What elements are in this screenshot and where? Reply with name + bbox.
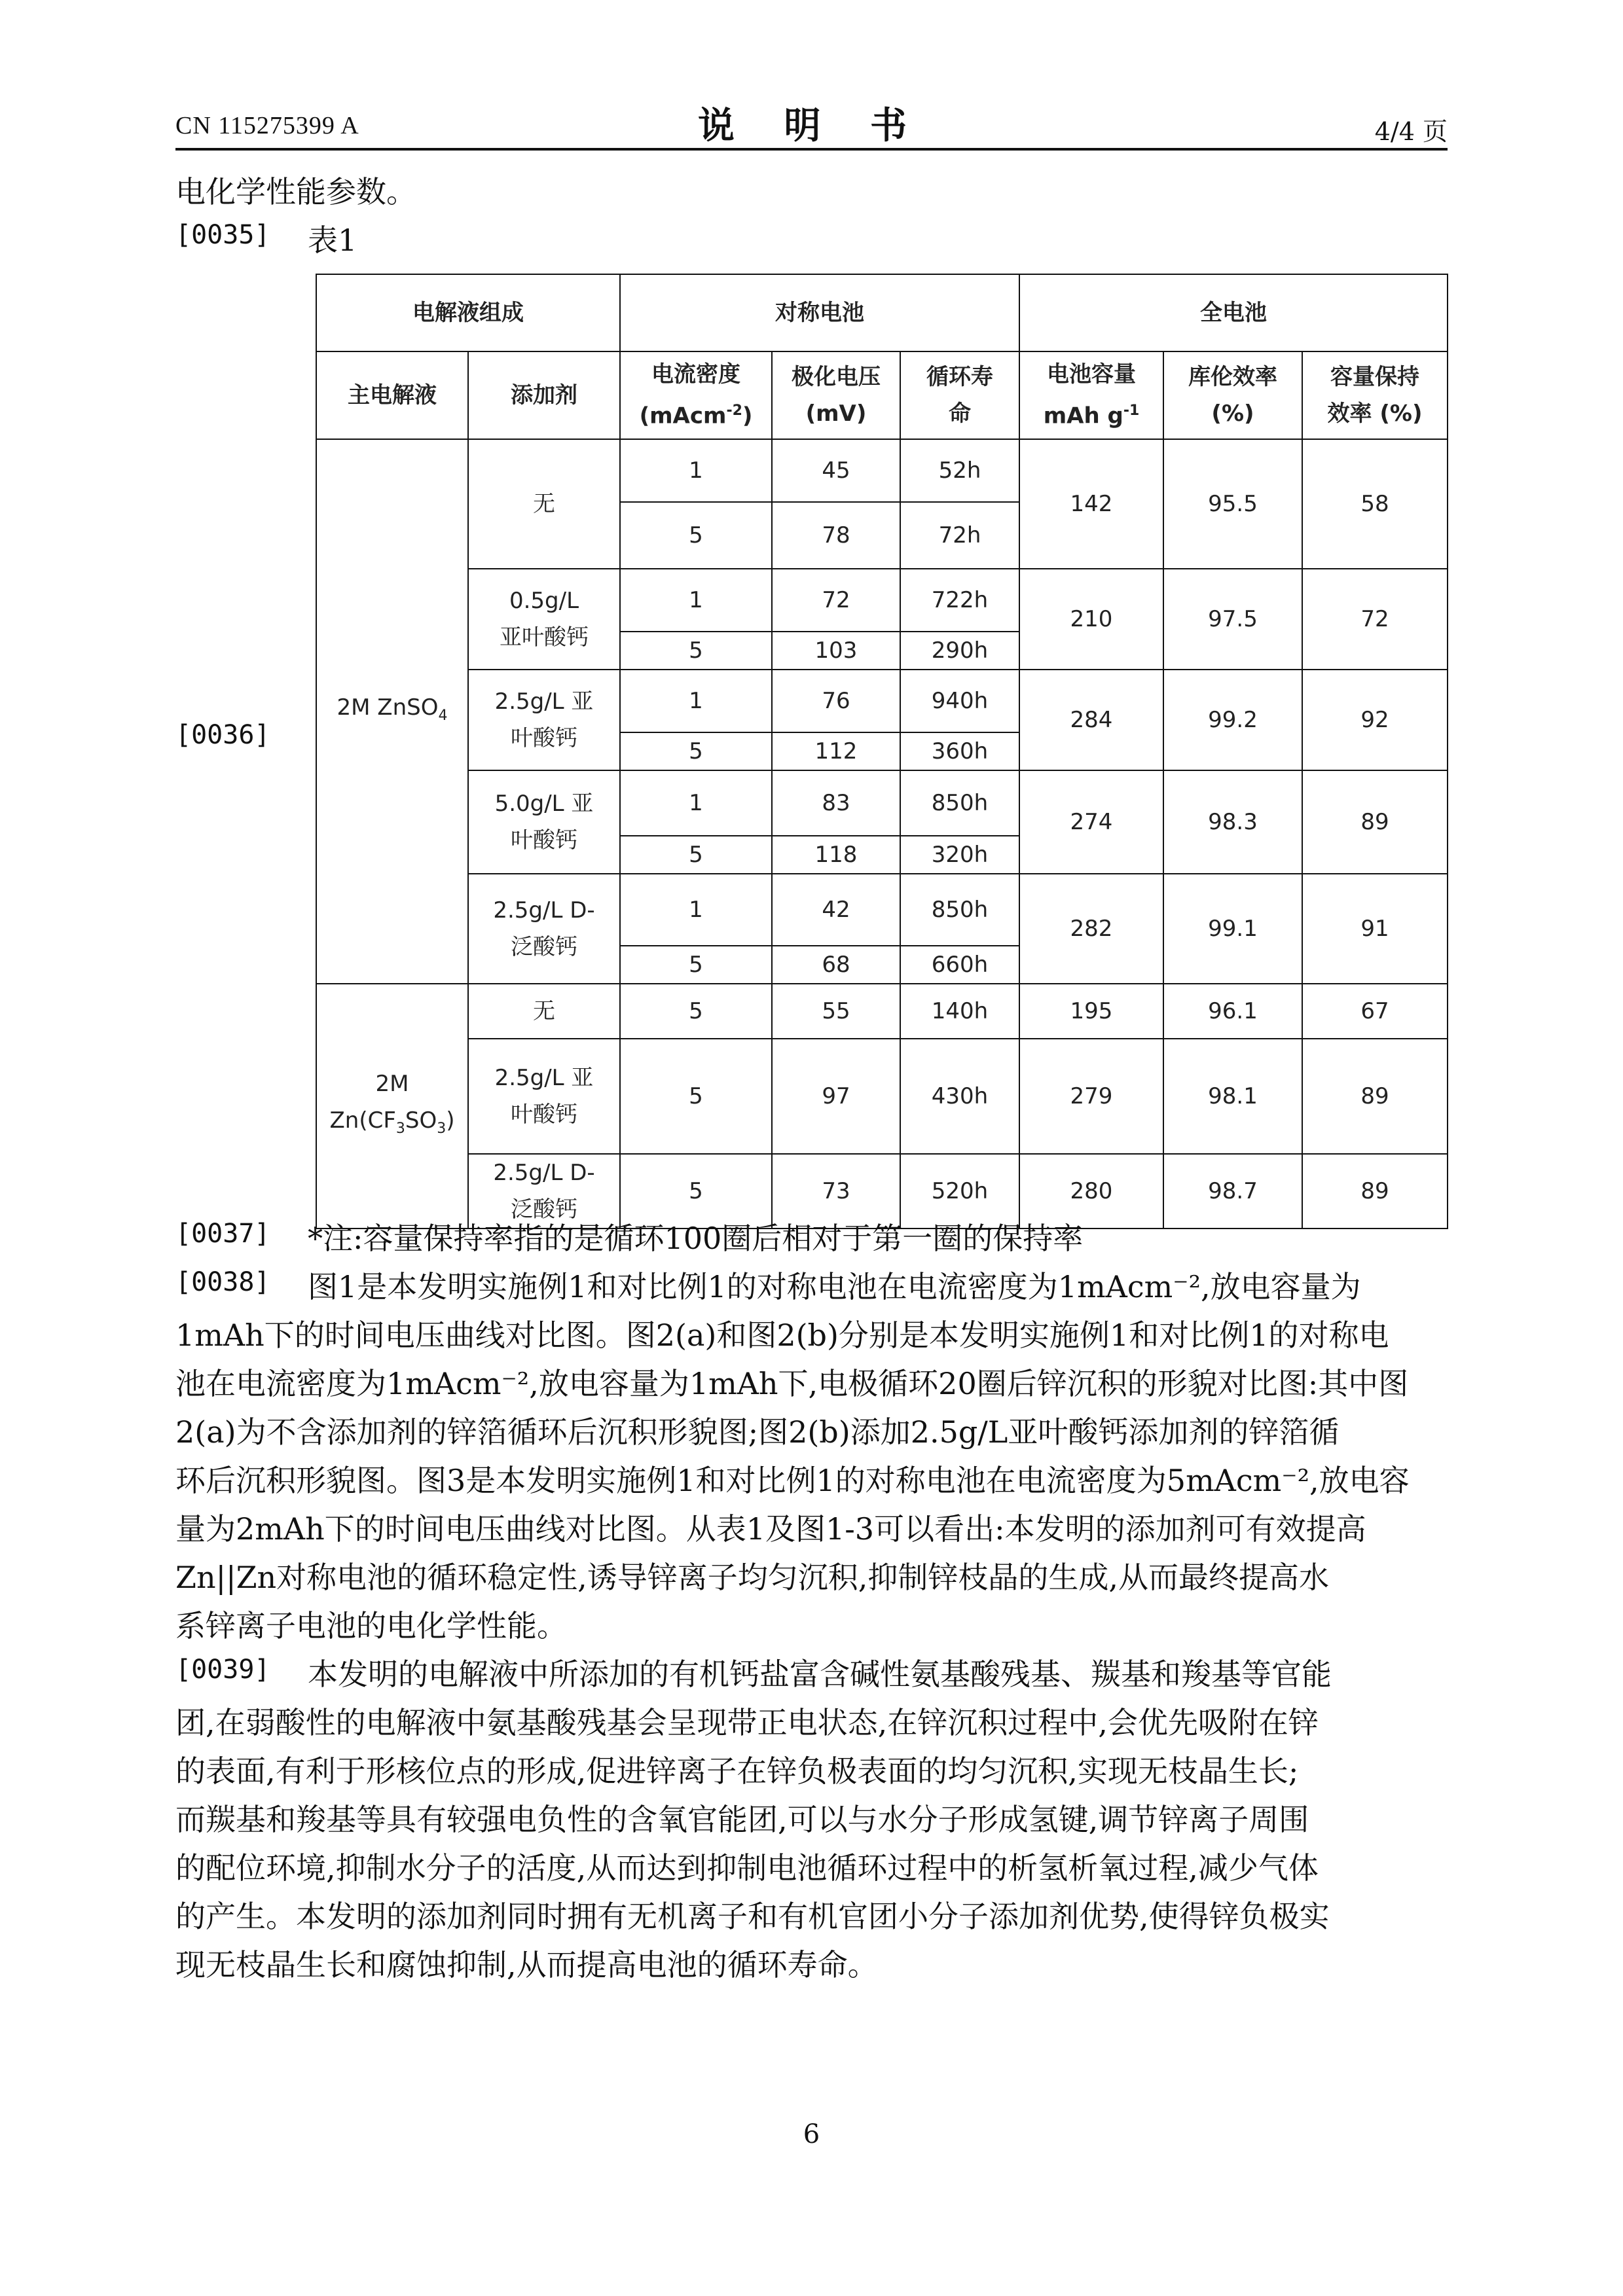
- table-cell: 722h: [900, 569, 1019, 632]
- table-cell: 89: [1302, 770, 1448, 874]
- col-header-coulombic: 库伦效率 (%): [1163, 351, 1302, 439]
- table-cell: 1: [620, 770, 772, 836]
- additive-cell: 5.0g/L 亚 叶酸钙: [468, 770, 620, 874]
- table-cell: 73: [772, 1154, 900, 1229]
- paragraph-number-0039: [0039]: [175, 1655, 270, 1685]
- table-cell: 99.1: [1163, 874, 1302, 984]
- table-cell: 72h: [900, 502, 1019, 569]
- additive-cell: 2.5g/L D- 泛酸钙: [468, 1154, 620, 1229]
- table-cell: 68: [772, 946, 900, 984]
- table-cell: 1: [620, 439, 772, 502]
- table-cell: 660h: [900, 946, 1019, 984]
- table-cell: 118: [772, 836, 900, 874]
- additive-cell: 2.5g/L D- 泛酸钙: [468, 874, 620, 984]
- table-cell: 97.5: [1163, 569, 1302, 670]
- table-cell: 72: [772, 569, 900, 632]
- additive-cell: 2.5g/L 亚 叶酸钙: [468, 1039, 620, 1154]
- col-header-capacity: 电池容量 mAh $g^{-1}$: [1019, 351, 1163, 439]
- paragraph-line: 量为2mAh下的时间电压曲线对比图。从表1及图1-3可以看出:本发明的添加剂可有效提高: [175, 1511, 1366, 1547]
- current-density-label: 电流密度: [651, 361, 740, 388]
- table-cell: 103: [772, 632, 900, 670]
- table-cell: 83: [772, 770, 900, 836]
- main-electrolyte-zn-triflate: 2M $Zn(CF_3SO_3)$: [316, 984, 468, 1229]
- table-cell: 91: [1302, 874, 1448, 984]
- page-indicator: 4/4 页: [1374, 117, 1448, 146]
- document-title: 说 明 书: [698, 105, 925, 147]
- table-cell: 850h: [900, 770, 1019, 836]
- paragraph-line: 图1是本发明实施例1和对比例1的对称电池在电流密度为1mAcm⁻²,放电容量为: [308, 1269, 1361, 1304]
- table-cell: 5: [620, 984, 772, 1039]
- table-cell: 1: [620, 569, 772, 632]
- table-note: *注:容量保持率指的是循环100圈后相对于第一圈的保持率: [308, 1221, 1084, 1256]
- table-cell: 58: [1302, 439, 1448, 569]
- additive-cell: 无: [468, 439, 620, 569]
- table-cell: 850h: [900, 874, 1019, 946]
- table-cell: 430h: [900, 1039, 1019, 1154]
- group-header-full-cell: 全电池: [1019, 274, 1448, 351]
- additive-cell: 2.5g/L 亚 叶酸钙: [468, 670, 620, 770]
- table-cell: 55: [772, 984, 900, 1039]
- main-electrolyte-znso4: 2M ZnSO$_4$: [316, 439, 468, 984]
- paragraph-line: 1mAh下的时间电压曲线对比图。图2(a)和图2(b)分别是本发明实施例1和对比例1的对称电: [175, 1318, 1389, 1353]
- col-header-cycle-life: 循环寿 命: [900, 351, 1019, 439]
- table-cell: 520h: [900, 1154, 1019, 1229]
- paragraph-line: 2(a)为不含添加剂的锌箔循环后沉积形貌图;图2(b)添加2.5g/L亚叶酸钙添加剂的锌箔循: [175, 1414, 1340, 1450]
- table-cell: 92: [1302, 670, 1448, 770]
- table-cell: 5: [620, 502, 772, 569]
- paragraph-line: 本发明的电解液中所添加的有机钙盐富含碱性氨基酸残基、羰基和羧基等官能: [308, 1657, 1332, 1692]
- group-header-electrolyte: 电解液组成: [316, 274, 620, 351]
- electrolyte-performance-table: [316, 274, 1448, 1229]
- table-cell: 195: [1019, 984, 1163, 1039]
- paragraph-line: Zn||Zn对称电池的循环稳定性,诱导锌离子均匀沉积,抑制锌枝晶的生成,从而最终提高水: [175, 1560, 1330, 1595]
- table-cell: 5: [620, 1154, 772, 1229]
- table-cell: 67: [1302, 984, 1448, 1039]
- table-cell: 320h: [900, 836, 1019, 874]
- table-cell: 5: [620, 732, 772, 770]
- table-cell: 96.1: [1163, 984, 1302, 1039]
- table-cell: 360h: [900, 732, 1019, 770]
- table-cell: 140h: [900, 984, 1019, 1039]
- table-cell: 280: [1019, 1154, 1163, 1229]
- additive-cell: 0.5g/L 亚叶酸钙: [468, 569, 620, 670]
- table-cell: 89: [1302, 1154, 1448, 1229]
- col-header-polarization: 极化电压 (mV): [772, 351, 900, 439]
- table-cell: 5: [620, 632, 772, 670]
- paragraph-line: 的表面,有利于形核位点的形成,促进锌离子在锌负极表面的均匀沉积,实现无枝晶生长;: [175, 1753, 1299, 1789]
- header-rule: [175, 148, 1448, 151]
- table-cell: 274: [1019, 770, 1163, 874]
- table-cell: 52h: [900, 439, 1019, 502]
- group-header-symmetric-cell: 对称电池: [620, 274, 1019, 351]
- table-cell: 98.3: [1163, 770, 1302, 874]
- paragraph-number-0037: [0037]: [175, 1219, 270, 1249]
- table-cell: 1: [620, 670, 772, 732]
- paragraph-line: 现无枝晶生长和腐蚀抑制,从而提高电池的循环寿命。: [175, 1947, 878, 1982]
- table-cell: 210: [1019, 569, 1163, 670]
- table-cell: 99.2: [1163, 670, 1302, 770]
- paragraph-number-0035: [0035]: [175, 220, 270, 250]
- table-cell: 1: [620, 874, 772, 946]
- table-cell: 45: [772, 439, 900, 502]
- paragraph-line: 环后沉积形貌图。图3是本发明实施例1和对比例1的对称电池在电流密度为5mAcm⁻²,放电容: [175, 1463, 1410, 1498]
- paragraph-line: 的配位环境,抑制水分子的活度,从而达到抑制电池循环过程中的析氢析氧过程,减少气体: [175, 1850, 1319, 1886]
- table-caption: 表1: [308, 223, 357, 258]
- table-cell: 5: [620, 946, 772, 984]
- table-cell: 5: [620, 1039, 772, 1154]
- table-cell: 5: [620, 836, 772, 874]
- table-cell: 279: [1019, 1039, 1163, 1154]
- page-number: 6: [803, 2119, 820, 2149]
- col-header-current-density: [620, 351, 772, 439]
- intro-line: 电化学性能参数。: [175, 174, 416, 209]
- table-cell: 98.7: [1163, 1154, 1302, 1229]
- table-cell: 98.1: [1163, 1039, 1302, 1154]
- table-cell: 42: [772, 874, 900, 946]
- paragraph-line: 的产生。本发明的添加剂同时拥有无机离子和有机官团小分子添加剂优势,使得锌负极实: [175, 1899, 1330, 1934]
- additive-cell: 无: [468, 984, 620, 1039]
- table-cell: 95.5: [1163, 439, 1302, 569]
- table-cell: 112: [772, 732, 900, 770]
- col-header-retention: 容量保持 效率 (%): [1302, 351, 1448, 439]
- col-header-main-electrolyte: 主电解液: [316, 351, 468, 439]
- table-cell: 89: [1302, 1039, 1448, 1154]
- table-cell: 78: [772, 502, 900, 569]
- paragraph-line: 系锌离子电池的电化学性能。: [175, 1608, 567, 1643]
- table-cell: 142: [1019, 439, 1163, 569]
- paragraph-number-0036: [0036]: [175, 720, 270, 750]
- paragraph-line: 团,在弱酸性的电解液中氨基酸残基会呈现带正电状态,在锌沉积过程中,会优先吸附在锌: [175, 1705, 1319, 1740]
- paragraph-number-0038: [0038]: [175, 1267, 270, 1297]
- table-cell: 72: [1302, 569, 1448, 670]
- table-cell: 290h: [900, 632, 1019, 670]
- table-cell: 284: [1019, 670, 1163, 770]
- table-cell: 97: [772, 1039, 900, 1154]
- table-cell: 76: [772, 670, 900, 732]
- col-header-additive: 添加剂: [468, 351, 620, 439]
- table-cell: 940h: [900, 670, 1019, 732]
- current-density-unit: (mAcm$^{-2}$): [639, 403, 753, 429]
- publication-number: CN 115275399 A: [175, 112, 359, 139]
- table-cell: 282: [1019, 874, 1163, 984]
- paragraph-line: 而羰基和羧基等具有较强电负性的含氧官能团,可以与水分子形成氢键,调节锌离子周围: [175, 1802, 1309, 1837]
- paragraph-line: 池在电流密度为1mAcm⁻²,放电容量为1mAh下,电极循环20圈后锌沉积的形貌对比图:其中图: [175, 1366, 1409, 1401]
